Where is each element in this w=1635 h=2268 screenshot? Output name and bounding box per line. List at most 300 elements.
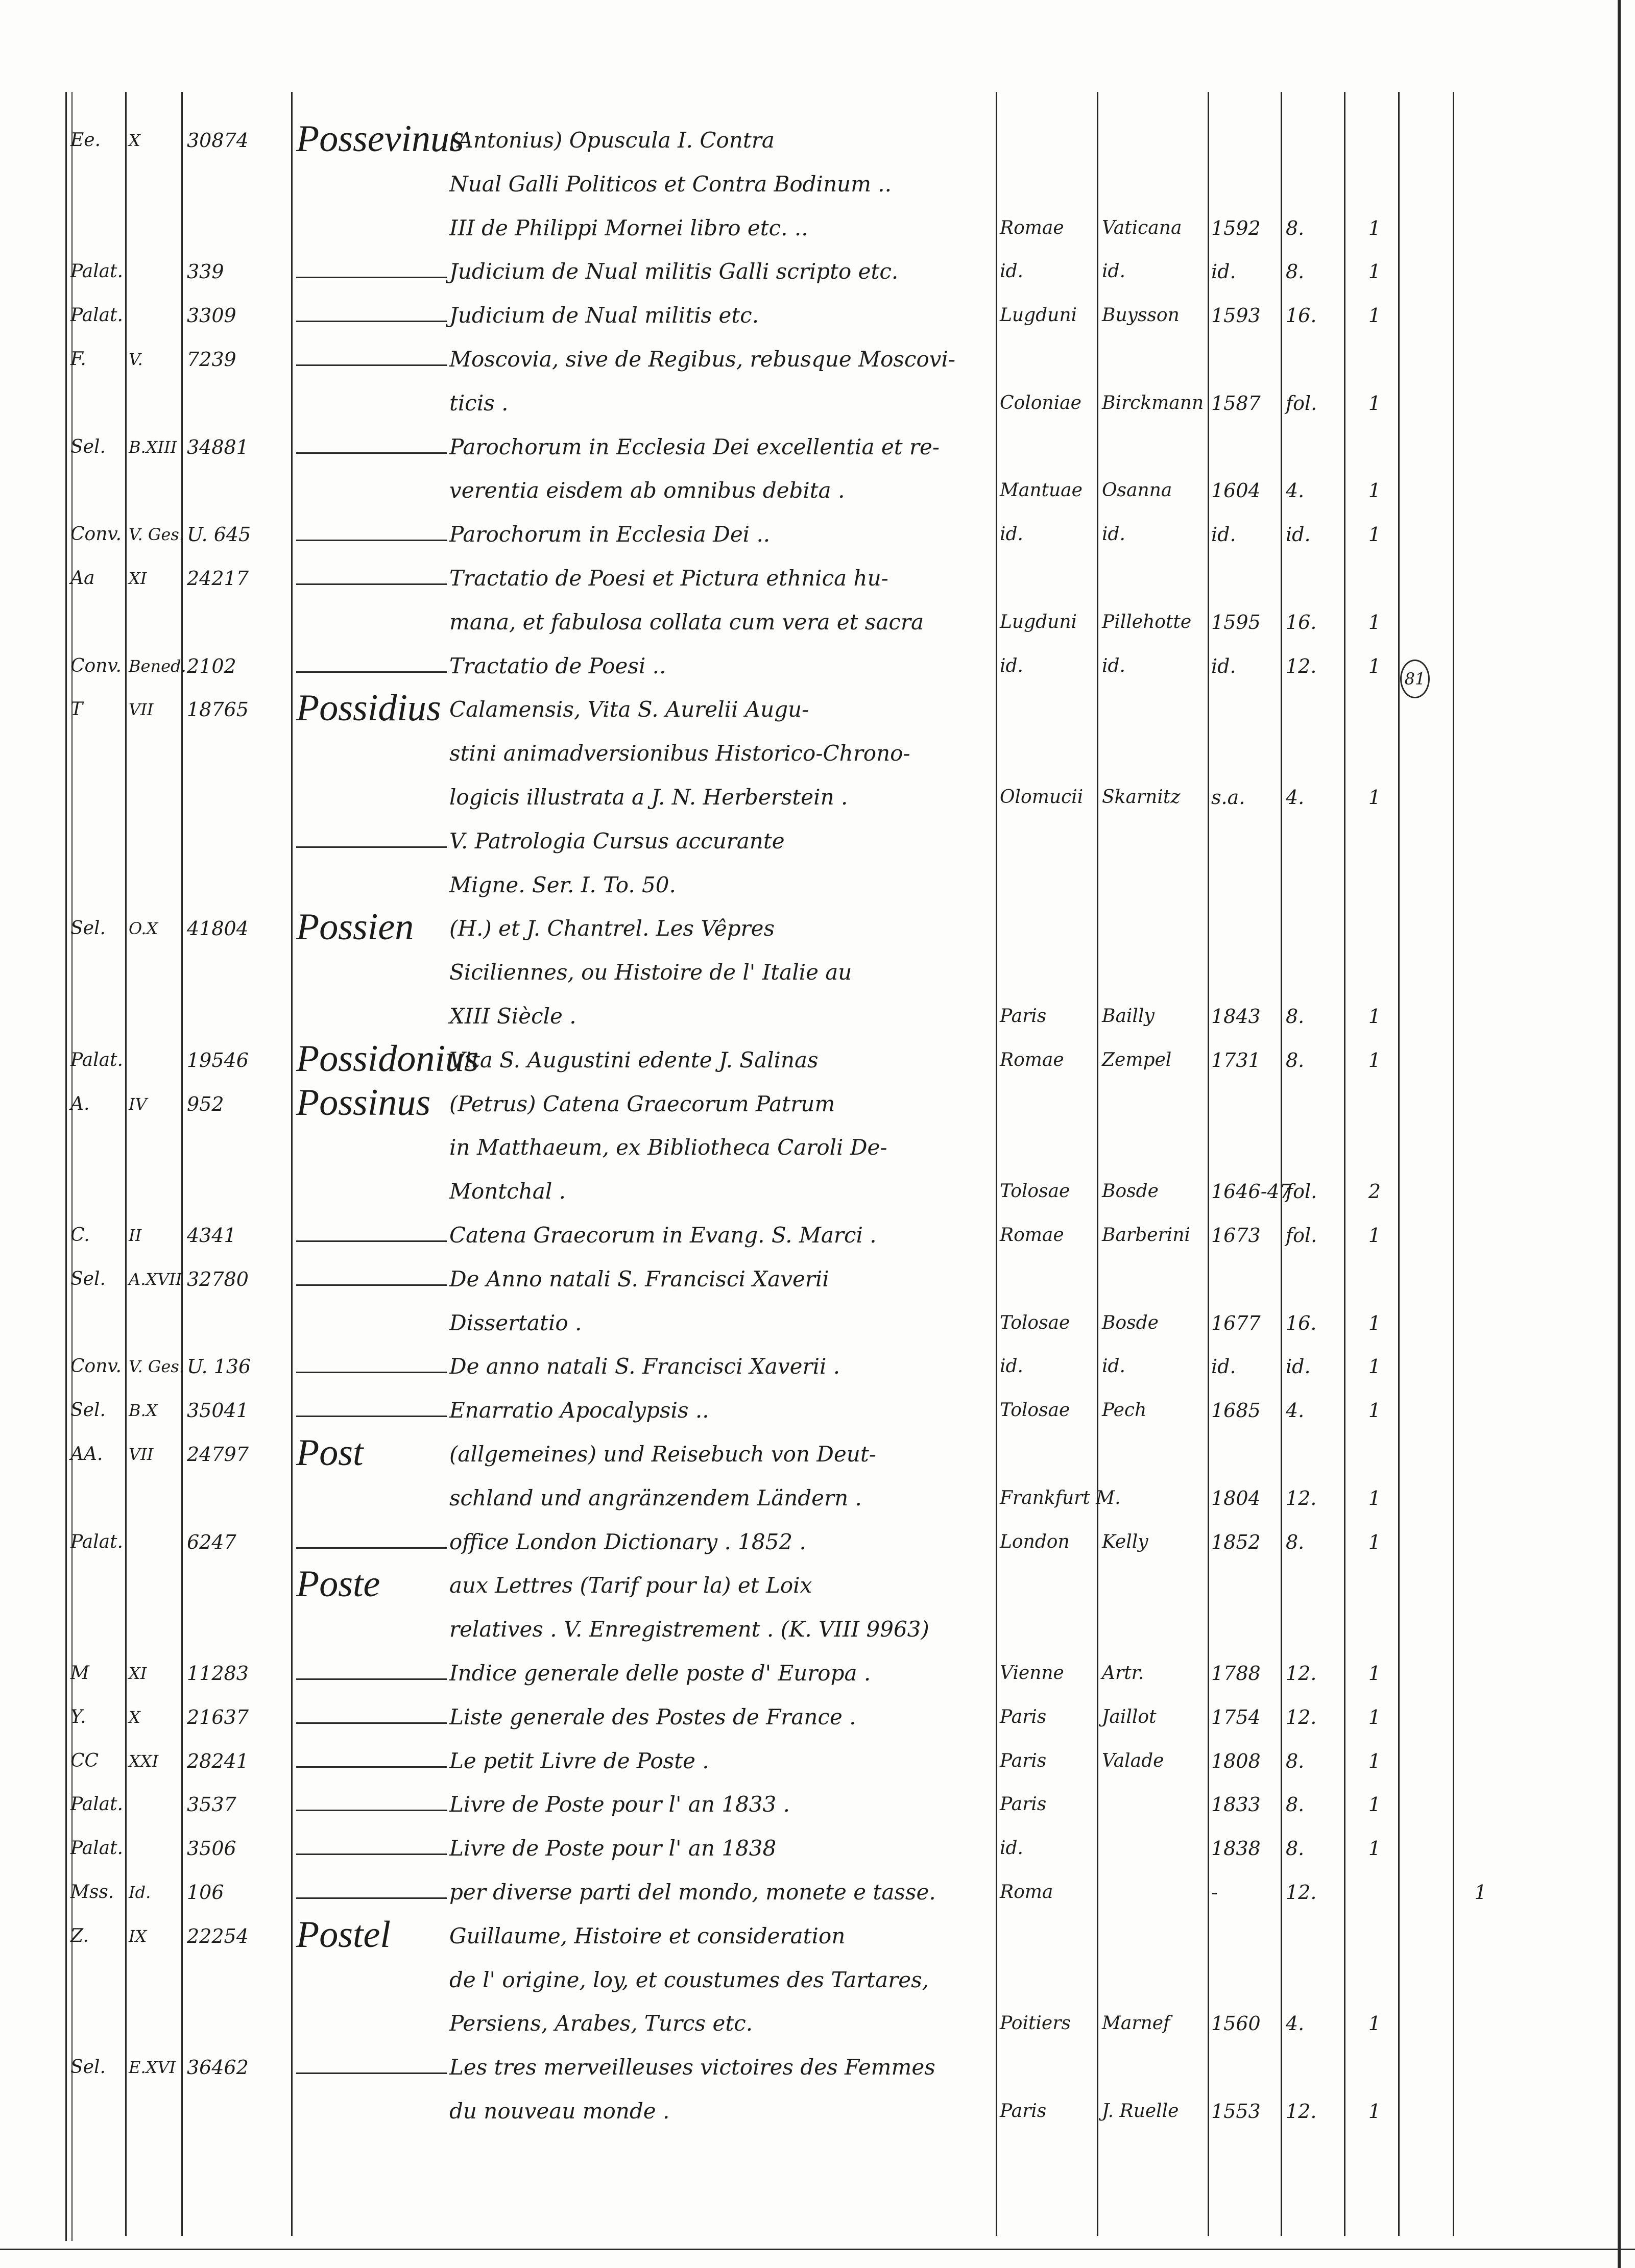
author-heading — [296, 1693, 447, 1739]
author-heading: Post — [296, 1432, 364, 1474]
imprint-printer: J. Ruelle — [1102, 2101, 1179, 2121]
catalogue-row — [0, 1789, 1635, 1820]
volume-count: 1 — [1368, 1793, 1381, 1816]
imprint-year: - — [1211, 1881, 1218, 1904]
author-heading: Possien — [296, 906, 414, 948]
volume-count — [1354, 957, 1395, 988]
shelf-mark — [129, 1176, 179, 1207]
imprint-year: 1673 — [1211, 1224, 1261, 1247]
catalogue-row — [0, 388, 1635, 419]
title-text: Parochorum in Ecclesia Dei .. — [449, 522, 771, 547]
imprint-printer — [1102, 1089, 1207, 1119]
manuscript-count — [1456, 1089, 1505, 1119]
manuscript-count — [1456, 1746, 1505, 1776]
catalogue-row — [0, 1037, 1635, 1080]
catalogue-row — [0, 1913, 1635, 1956]
format-size — [1286, 563, 1341, 594]
imprint-year — [1211, 913, 1278, 944]
format-size: 16. — [1286, 304, 1317, 327]
imprint-place — [1000, 1132, 1094, 1163]
bottom-rule — [0, 2249, 1635, 2250]
item-number — [187, 957, 289, 988]
shelf-mark — [129, 607, 179, 638]
imprint-year: 1843 — [1211, 1005, 1261, 1028]
imprint-place: Frankfurt M. — [1000, 1487, 1121, 1508]
imprint-place — [1000, 1570, 1094, 1601]
shelf-mark — [129, 2008, 179, 2039]
format-size — [1286, 694, 1341, 725]
shelf-mark: II — [129, 1226, 142, 1245]
imprint-printer: Osanna — [1102, 480, 1172, 501]
manuscript-count — [1456, 1264, 1505, 1295]
author-heading — [296, 291, 447, 337]
title-text: Dissertatio . — [449, 1310, 582, 1335]
catalogue-row — [0, 1220, 1635, 1251]
imprint-place: Olomucii — [1000, 787, 1084, 808]
catalogue-row — [0, 870, 1635, 900]
title-text: (H.) et J. Chantrel. Les Vêpres — [449, 916, 775, 941]
catalogue-row — [0, 1527, 1635, 1557]
manuscript-count — [1456, 256, 1505, 287]
catalogue-row — [0, 906, 1635, 948]
imprint-place — [1000, 432, 1094, 462]
shelf-mark — [129, 475, 179, 506]
title-text: Livre de Poste pour l' an 1833 . — [449, 1792, 790, 1817]
shelf-mark: Id. — [129, 1883, 151, 1902]
format-size — [1286, 1921, 1341, 1952]
imprint-year: 1593 — [1211, 304, 1261, 327]
title-text: Persiens, Arabes, Turcs etc. — [449, 2011, 753, 2036]
catalogue-row — [0, 1702, 1635, 1733]
catalogue-row — [0, 2096, 1635, 2127]
imprint-place: Tolosae — [1000, 1312, 1070, 1333]
imprint-place: Paris — [1000, 2101, 1047, 2121]
volume-count: 1 — [1368, 611, 1381, 633]
shelf-mark — [129, 1483, 179, 1514]
imprint-printer: id. — [1102, 1356, 1126, 1377]
item-number: 35041 — [187, 1399, 249, 1422]
shelf-mark: VII — [129, 1445, 154, 1464]
volume-count: 1 — [1368, 654, 1381, 677]
imprint-printer: Pillehotte — [1102, 611, 1192, 632]
imprint-year — [1211, 1089, 1278, 1119]
press-mark — [70, 2008, 124, 2039]
press-mark — [70, 607, 124, 638]
title-text: aux Lettres (Tarif pour la) et Loix — [449, 1573, 812, 1598]
title-text: (Petrus) Catena Graecorum Patrum — [449, 1091, 835, 1116]
format-size: fol. — [1286, 1224, 1317, 1247]
imprint-year — [1211, 1264, 1278, 1295]
imprint-year — [1211, 1614, 1278, 1645]
imprint-place — [1000, 344, 1094, 375]
author-heading — [296, 1518, 447, 1564]
catalogue-row — [0, 1833, 1635, 1864]
format-size — [1286, 344, 1341, 375]
imprint-year — [1211, 125, 1278, 156]
imprint-place: Paris — [1000, 1706, 1047, 1727]
manuscript-count — [1456, 169, 1505, 200]
manuscript-count — [1456, 1833, 1505, 1864]
author-heading — [296, 817, 447, 863]
format-size: 12. — [1286, 1881, 1317, 1904]
press-mark: C. — [70, 1225, 90, 1246]
imprint-place — [1000, 1614, 1094, 1645]
item-number: 3506 — [187, 1837, 236, 1860]
press-mark: Sel. — [70, 2057, 106, 2078]
shelf-mark: X — [129, 131, 140, 150]
title-text: in Matthaeum, ex Bibliotheca Caroli De- — [449, 1135, 887, 1160]
shelf-mark — [129, 169, 179, 200]
manuscript-count — [1456, 519, 1505, 550]
imprint-year — [1211, 169, 1278, 200]
press-mark — [70, 1570, 124, 1601]
shelf-mark — [129, 870, 179, 900]
catalogue-row — [0, 1877, 1635, 1908]
catalogue-row — [0, 475, 1635, 506]
author-heading — [296, 247, 447, 293]
format-size — [1286, 1614, 1341, 1645]
item-number — [187, 1483, 289, 1514]
imprint-year — [1211, 1439, 1278, 1470]
shelf-mark — [129, 1570, 179, 1601]
imprint-year: id. — [1211, 260, 1236, 283]
title-text: Tractatio de Poesi .. — [449, 653, 666, 678]
manuscript-count — [1456, 432, 1505, 462]
press-mark: Aa — [70, 568, 95, 589]
catalogue-row — [0, 1001, 1635, 1032]
volume-count: 1 — [1368, 1530, 1381, 1553]
imprint-printer: Bosde — [1102, 1181, 1159, 1202]
imprint-place — [1000, 1439, 1094, 1470]
item-number: 3537 — [187, 1793, 236, 1816]
catalogue-row — [0, 782, 1635, 813]
manuscript-count — [1456, 344, 1505, 375]
author-heading — [296, 379, 447, 425]
item-number: 18765 — [187, 698, 249, 721]
shelf-mark: X — [129, 1707, 140, 1727]
catalogue-row — [0, 738, 1635, 769]
author-heading — [296, 1824, 447, 1870]
title-text: logicis illustrata a J. N. Herberstein . — [449, 785, 848, 810]
press-mark — [70, 388, 124, 419]
shelf-mark: A.XVII — [129, 1269, 182, 1289]
format-size — [1286, 1439, 1341, 1470]
imprint-place — [1000, 1921, 1094, 1952]
imprint-place: id. — [1000, 1356, 1024, 1377]
imprint-printer — [1102, 1570, 1207, 1601]
item-number: 3309 — [187, 304, 236, 327]
shelf-mark: B.X — [129, 1401, 158, 1421]
manuscript-count — [1456, 1308, 1505, 1338]
press-mark: Palat. — [70, 1838, 123, 1859]
format-size: 8. — [1286, 1837, 1305, 1860]
catalogue-row — [0, 1308, 1635, 1338]
author-heading — [296, 1956, 447, 2002]
title-text: Les tres merveilleuses victoires des Femmes — [449, 2055, 935, 2080]
shelf-mark: IV — [129, 1094, 147, 1114]
imprint-year — [1211, 1570, 1278, 1601]
item-number: 952 — [187, 1092, 224, 1115]
title-text: Le petit Livre de Poste . — [449, 1748, 709, 1773]
catalogue-row — [0, 300, 1635, 331]
author-heading — [296, 948, 447, 994]
imprint-printer — [1102, 1877, 1207, 1908]
title-text: relatives . V. Enregistrement . (K. VIII 9963) — [449, 1617, 929, 1642]
shelf-mark: VII — [129, 700, 154, 720]
imprint-printer — [1102, 1921, 1207, 1952]
format-size — [1286, 1264, 1341, 1295]
press-mark: Sel. — [70, 1268, 106, 1289]
format-size — [1286, 169, 1341, 200]
format-size: 8. — [1286, 1749, 1305, 1772]
author-heading: Possevinus — [296, 118, 464, 160]
format-size: 8. — [1286, 216, 1305, 239]
format-size: 4. — [1286, 1399, 1305, 1422]
title-text: Liste generale des Postes de France . — [449, 1704, 856, 1729]
author-heading — [296, 861, 447, 907]
imprint-year: 1788 — [1211, 1662, 1261, 1685]
volume-count — [1354, 432, 1395, 462]
press-mark: Y. — [70, 1706, 86, 1727]
shelf-mark — [129, 1833, 179, 1864]
imprint-place: Tolosae — [1000, 1400, 1070, 1421]
item-number — [187, 1176, 289, 1207]
shelf-mark — [129, 213, 179, 243]
item-number — [187, 169, 289, 200]
title-text: mana, et fabulosa collata cum vera et sacra — [449, 609, 924, 635]
imprint-place — [1000, 125, 1094, 156]
manuscript-count: 1 — [1474, 1881, 1487, 1904]
press-mark — [70, 957, 124, 988]
manuscript-count — [1456, 1789, 1505, 1820]
imprint-year: 1685 — [1211, 1399, 1261, 1422]
catalogue-row — [0, 607, 1635, 638]
press-mark: Conv. — [70, 655, 122, 676]
imprint-year: 1731 — [1211, 1048, 1261, 1071]
shelf-mark — [129, 1308, 179, 1338]
author-heading: Possidius — [296, 687, 441, 729]
imprint-year: 1587 — [1211, 392, 1261, 414]
imprint-place: Poitiers — [1000, 2013, 1071, 2034]
title-text: office London Dictionary . 1852 . — [449, 1529, 806, 1554]
author-heading — [296, 466, 447, 512]
press-mark: CC — [70, 1750, 99, 1771]
title-text: Montchal . — [449, 1179, 566, 1204]
catalogue-row — [0, 957, 1635, 988]
imprint-place — [1000, 1089, 1094, 1119]
shelf-mark — [129, 256, 179, 287]
format-size — [1286, 1570, 1341, 1601]
item-number — [187, 2008, 289, 2039]
imprint-printer — [1102, 826, 1207, 857]
press-mark: M — [70, 1663, 89, 1684]
item-number: 19546 — [187, 1048, 249, 1071]
volume-count: 1 — [1368, 1224, 1381, 1247]
manuscript-count — [1456, 651, 1505, 681]
shelf-mark — [129, 1965, 179, 1995]
item-number — [187, 213, 289, 243]
format-size — [1286, 957, 1341, 988]
imprint-printer — [1102, 1264, 1207, 1295]
volume-count: 1 — [1368, 1005, 1381, 1028]
imprint-year — [1211, 826, 1278, 857]
imprint-year: 1754 — [1211, 1705, 1261, 1728]
imprint-printer — [1102, 344, 1207, 375]
item-number: 11283 — [187, 1662, 249, 1685]
shelf-mark: XI — [129, 1664, 147, 1683]
manuscript-count — [1456, 125, 1505, 156]
manuscript-count — [1456, 1965, 1505, 1995]
shelf-mark — [129, 1789, 179, 1820]
catalogue-row — [0, 1658, 1635, 1689]
press-mark: Conv. — [70, 524, 122, 545]
imprint-year — [1211, 344, 1278, 375]
volume-count: 1 — [1368, 260, 1381, 283]
item-number: 6247 — [187, 1530, 236, 1553]
format-size: 12. — [1286, 2100, 1317, 2123]
press-mark: Ee. — [70, 130, 101, 151]
title-text: stini animadversionibus Historico-Chrono- — [449, 741, 910, 766]
author-heading — [296, 642, 447, 688]
imprint-year: 1646-47 — [1211, 1180, 1292, 1203]
format-size — [1286, 2052, 1341, 2083]
format-size — [1286, 1089, 1341, 1119]
title-text: Calamensis, Vita S. Aurelii Augu- — [449, 697, 809, 722]
manuscript-count — [1456, 1439, 1505, 1470]
shelf-mark: B.XIII — [129, 437, 177, 457]
item-number: 36462 — [187, 2056, 249, 2079]
imprint-printer: Birckmann — [1102, 392, 1204, 413]
page-number-stamp: 81 — [1400, 660, 1430, 698]
author-heading — [296, 1211, 447, 1257]
catalogue-row — [0, 344, 1635, 375]
item-number: 41804 — [187, 917, 249, 940]
shelf-mark — [129, 1001, 179, 1032]
press-mark — [70, 826, 124, 857]
shelf-mark: O.X — [129, 919, 158, 939]
item-number — [187, 1965, 289, 1995]
press-mark — [70, 169, 124, 200]
catalogue-row — [0, 256, 1635, 287]
item-number: 2102 — [187, 654, 236, 677]
imprint-year — [1211, 1921, 1278, 1952]
shelf-mark: IX — [129, 1926, 147, 1946]
title-text: schland und angränzendem Ländern . — [449, 1485, 862, 1510]
author-heading — [296, 2087, 447, 2133]
format-size — [1286, 826, 1341, 857]
imprint-place: Tolosae — [1000, 1181, 1070, 1202]
volume-count: 1 — [1368, 1662, 1381, 1685]
volume-count: 1 — [1368, 479, 1381, 502]
imprint-year — [1211, 2052, 1278, 2083]
catalogue-row — [0, 1395, 1635, 1426]
shelf-mark — [129, 1527, 179, 1557]
volume-count: 1 — [1368, 1749, 1381, 1772]
imprint-printer — [1102, 125, 1207, 156]
manuscript-count — [1456, 1702, 1505, 1733]
format-size: fol. — [1286, 392, 1317, 414]
item-number — [187, 2096, 289, 2127]
shelf-mark — [129, 782, 179, 813]
imprint-place — [1000, 2052, 1094, 2083]
manuscript-count — [1456, 300, 1505, 331]
author-heading — [296, 2043, 447, 2089]
item-number — [187, 1132, 289, 1163]
imprint-place: Coloniae — [1000, 392, 1081, 413]
imprint-year: 1852 — [1211, 1530, 1261, 1553]
author-heading — [296, 1474, 447, 1520]
imprint-printer — [1102, 1132, 1207, 1163]
press-mark: Sel. — [70, 436, 106, 457]
author-heading: Possidonius — [296, 1037, 479, 1080]
imprint-printer: id. — [1102, 655, 1126, 676]
press-mark: Palat. — [70, 1531, 123, 1552]
shelf-mark — [129, 2096, 179, 2127]
title-text: Judicium de Nual militis etc. — [449, 303, 759, 328]
press-mark — [70, 870, 124, 900]
item-number: U. 136 — [187, 1355, 251, 1378]
press-mark — [70, 1132, 124, 1163]
volume-count: 1 — [1368, 1705, 1381, 1728]
imprint-place — [1000, 826, 1094, 857]
imprint-printer — [1102, 957, 1207, 988]
imprint-place: Lugduni — [1000, 305, 1077, 326]
title-text: de l' origine, loy, et coustumes des Tartares, — [449, 1967, 929, 1992]
imprint-place: Lugduni — [1000, 611, 1077, 632]
imprint-printer: Bosde — [1102, 1312, 1159, 1333]
shelf-mark: XI — [129, 569, 147, 588]
format-size — [1286, 125, 1341, 156]
imprint-year: 1553 — [1211, 2100, 1261, 2123]
shelf-mark — [129, 1045, 179, 1076]
press-mark: Conv. — [70, 1356, 122, 1377]
format-size — [1286, 1132, 1341, 1163]
manuscript-count — [1456, 1001, 1505, 1032]
format-size: 8. — [1286, 1005, 1305, 1028]
imprint-printer: Valade — [1102, 1750, 1164, 1771]
author-heading — [296, 1123, 447, 1169]
manuscript-count — [1456, 563, 1505, 594]
author-heading — [296, 1605, 447, 1651]
title-text: Tractatio de Poesi et Pictura ethnica hu- — [449, 566, 888, 591]
imprint-year: 1833 — [1211, 1793, 1261, 1816]
volume-count — [1354, 1965, 1395, 1995]
author-heading — [296, 1386, 447, 1432]
imprint-year — [1211, 694, 1278, 725]
format-size: 8. — [1286, 260, 1305, 283]
volume-count — [1354, 826, 1395, 857]
manuscript-count — [1456, 1395, 1505, 1426]
press-mark: AA. — [70, 1444, 103, 1465]
imprint-place — [1000, 870, 1094, 900]
title-text: du nouveau monde . — [449, 2099, 670, 2124]
format-size — [1286, 432, 1341, 462]
imprint-place: London — [1000, 1531, 1070, 1552]
format-size: 4. — [1286, 479, 1305, 502]
press-mark — [70, 2096, 124, 2127]
imprint-place — [1000, 169, 1094, 200]
catalogue-row — [0, 563, 1635, 594]
format-size: 8. — [1286, 1048, 1305, 1071]
imprint-printer — [1102, 1789, 1207, 1820]
imprint-year: 1592 — [1211, 216, 1261, 239]
item-number: 24797 — [187, 1443, 249, 1466]
imprint-printer: Buysson — [1102, 305, 1180, 326]
press-mark: Sel. — [70, 918, 106, 939]
title-text: verentia eisdem ab omnibus debita . — [449, 478, 845, 503]
volume-count — [1354, 1877, 1395, 1908]
manuscript-count — [1456, 2096, 1505, 2127]
